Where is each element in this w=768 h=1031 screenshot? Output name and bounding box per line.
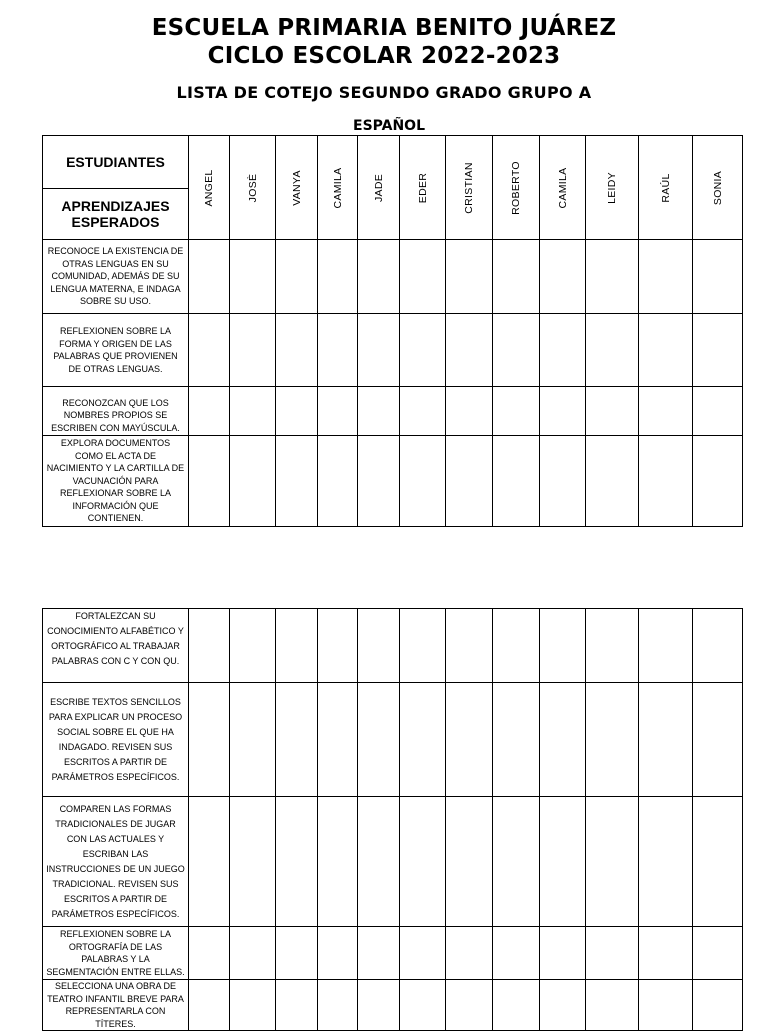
check-cell[interactable] xyxy=(586,240,639,314)
students-header: ESTUDIANTES xyxy=(43,136,189,189)
check-cell[interactable] xyxy=(693,609,743,683)
check-cell[interactable] xyxy=(586,927,639,980)
learning-outcome-cell: REFLEXIONEN SOBRE LA ORTOGRAFÍA DE LAS PALABRAS Y LA SEGMENTACIÓN ENTRE ELLAS. xyxy=(43,927,189,980)
check-cell[interactable] xyxy=(493,797,540,927)
checklist-table-page1 xyxy=(42,135,743,527)
student-column-header xyxy=(358,136,400,240)
check-cell[interactable] xyxy=(230,436,276,527)
check-cell[interactable] xyxy=(446,436,493,527)
table-row xyxy=(43,436,743,527)
check-cell[interactable] xyxy=(358,927,400,980)
check-cell[interactable] xyxy=(318,927,358,980)
student-column-header xyxy=(400,136,446,240)
check-cell[interactable] xyxy=(318,240,358,314)
learning-outcome-cell: FORTALEZCAN SU CONOCIMIENTO ALFABÉTICO Y ORTOGRÁFICO AL TRABAJAR PALABRAS CON C Y CON QU. xyxy=(43,609,189,683)
student-name: JADE xyxy=(372,173,385,202)
check-cell[interactable] xyxy=(693,927,743,980)
student-column-header xyxy=(639,136,693,240)
student-column-header xyxy=(276,136,318,240)
check-cell[interactable] xyxy=(639,436,693,527)
student-column-header xyxy=(586,136,639,240)
check-cell[interactable] xyxy=(540,797,586,927)
check-cell[interactable] xyxy=(318,609,358,683)
check-cell[interactable] xyxy=(189,797,230,927)
check-cell[interactable] xyxy=(189,436,230,527)
check-cell[interactable] xyxy=(693,436,743,527)
check-cell[interactable] xyxy=(276,980,318,1031)
student-name: ROBERTO xyxy=(510,160,522,215)
check-cell[interactable] xyxy=(189,927,230,980)
check-cell[interactable] xyxy=(400,927,446,980)
check-cell[interactable] xyxy=(358,980,400,1031)
student-column-header xyxy=(493,136,540,240)
check-cell[interactable] xyxy=(189,683,230,797)
check-cell[interactable] xyxy=(446,314,493,387)
check-cell[interactable] xyxy=(400,240,446,314)
table-row xyxy=(43,387,743,436)
check-cell[interactable] xyxy=(586,609,639,683)
check-cell[interactable] xyxy=(446,387,493,436)
check-cell[interactable] xyxy=(276,797,318,927)
check-cell[interactable] xyxy=(189,387,230,436)
check-cell[interactable] xyxy=(318,314,358,387)
checklist-table-page2 xyxy=(42,608,743,1031)
table-row xyxy=(43,314,743,387)
check-cell[interactable] xyxy=(358,240,400,314)
check-cell[interactable] xyxy=(276,609,318,683)
check-cell[interactable] xyxy=(693,387,743,436)
check-cell[interactable] xyxy=(230,980,276,1031)
student-name: SONIA xyxy=(711,170,724,205)
check-cell[interactable] xyxy=(276,683,318,797)
student-column-header xyxy=(446,136,493,240)
subject-heading: ESPAÑOL xyxy=(353,118,425,134)
check-cell[interactable] xyxy=(493,683,540,797)
check-cell[interactable] xyxy=(400,436,446,527)
student-column-header xyxy=(693,136,743,240)
check-cell[interactable] xyxy=(276,436,318,527)
check-cell[interactable] xyxy=(540,980,586,1031)
student-column-header xyxy=(189,136,230,240)
student-name: EDER xyxy=(416,172,429,203)
check-cell[interactable] xyxy=(358,797,400,927)
check-cell[interactable] xyxy=(693,797,743,927)
check-cell[interactable] xyxy=(693,240,743,314)
check-cell[interactable] xyxy=(639,683,693,797)
check-cell[interactable] xyxy=(318,387,358,436)
table-row xyxy=(43,797,743,927)
check-cell[interactable] xyxy=(446,683,493,797)
check-cell[interactable] xyxy=(230,797,276,927)
check-cell[interactable] xyxy=(639,797,693,927)
school-title: ESCUELA PRIMARIA BENITO JUÁREZ xyxy=(151,15,617,41)
learning-outcome-cell: COMPAREN LAS FORMAS TRADICIONALES DE JUGAR CON LAS ACTUALES Y ESCRIBAN LAS INSTRUCCIONES DE UN JUEGO TRADICIONAL. REVISEN SUS ESCRITOS A PARTIR DE PARÁMETROS ESPECÍFICOS. xyxy=(43,797,189,927)
learnings-header: APRENDIZAJES ESPERADOS xyxy=(43,189,189,240)
learning-outcome-cell: SELECCIONA UNA OBRA DE TEATRO INFANTIL BREVE PARA REPRESENTARLA CON TÍTERES. xyxy=(43,980,189,1031)
check-cell[interactable] xyxy=(189,240,230,314)
check-cell[interactable] xyxy=(230,609,276,683)
student-name: CAMILA xyxy=(556,167,569,208)
check-cell[interactable] xyxy=(693,314,743,387)
check-cell[interactable] xyxy=(358,609,400,683)
check-cell[interactable] xyxy=(540,436,586,527)
table-row xyxy=(43,240,743,314)
check-cell[interactable] xyxy=(358,314,400,387)
learning-outcome-cell: EXPLORA DOCUMENTOS COMO EL ACTA DE NACIMIENTO Y LA CARTILLA DE VACUNACIÓN PARA REFLEXIONAR SOBRE LA INFORMACIÓN QUE CONTIENEN. xyxy=(43,436,189,527)
check-cell[interactable] xyxy=(446,609,493,683)
check-cell[interactable] xyxy=(493,436,540,527)
check-cell[interactable] xyxy=(230,927,276,980)
check-cell[interactable] xyxy=(230,314,276,387)
check-cell[interactable] xyxy=(493,609,540,683)
table-row xyxy=(43,927,743,980)
check-cell[interactable] xyxy=(693,980,743,1031)
cycle-title: CICLO ESCOLAR 2022-2023 xyxy=(207,43,561,69)
check-cell[interactable] xyxy=(318,797,358,927)
check-cell[interactable] xyxy=(586,436,639,527)
check-cell[interactable] xyxy=(446,240,493,314)
check-cell[interactable] xyxy=(639,927,693,980)
check-cell[interactable] xyxy=(540,683,586,797)
check-cell[interactable] xyxy=(400,609,446,683)
check-cell[interactable] xyxy=(400,314,446,387)
check-cell[interactable] xyxy=(400,387,446,436)
learning-outcome-cell: REFLEXIONEN SOBRE LA FORMA Y ORIGEN DE LAS PALABRAS QUE PROVIENEN DE OTRAS LENGUAS. xyxy=(43,314,189,387)
table-row xyxy=(43,683,743,797)
check-cell[interactable] xyxy=(358,436,400,527)
student-column-header xyxy=(318,136,358,240)
check-cell[interactable] xyxy=(358,683,400,797)
check-cell[interactable] xyxy=(493,927,540,980)
check-cell[interactable] xyxy=(693,683,743,797)
check-cell[interactable] xyxy=(230,240,276,314)
check-cell[interactable] xyxy=(540,927,586,980)
check-cell[interactable] xyxy=(230,387,276,436)
check-cell[interactable] xyxy=(639,980,693,1031)
check-cell[interactable] xyxy=(400,980,446,1031)
check-cell[interactable] xyxy=(446,980,493,1031)
check-cell[interactable] xyxy=(586,387,639,436)
student-name: LEIDY xyxy=(606,171,618,204)
check-cell[interactable] xyxy=(586,683,639,797)
check-cell[interactable] xyxy=(446,797,493,927)
student-name: RAÚL xyxy=(659,172,672,203)
check-cell[interactable] xyxy=(493,314,540,387)
student-column-header xyxy=(540,136,586,240)
check-cell[interactable] xyxy=(276,240,318,314)
table-row xyxy=(43,609,743,683)
list-title: LISTA DE COTEJO SEGUNDO GRADO GRUPO A xyxy=(176,83,592,102)
check-cell[interactable] xyxy=(540,609,586,683)
check-cell[interactable] xyxy=(276,927,318,980)
check-cell[interactable] xyxy=(318,980,358,1031)
check-cell[interactable] xyxy=(639,240,693,314)
check-cell[interactable] xyxy=(358,387,400,436)
student-column-header xyxy=(230,136,276,240)
check-cell[interactable] xyxy=(639,387,693,436)
check-cell[interactable] xyxy=(400,683,446,797)
check-cell[interactable] xyxy=(230,683,276,797)
student-name: CRISTIAN xyxy=(463,161,475,214)
check-cell[interactable] xyxy=(318,683,358,797)
check-cell[interactable] xyxy=(586,314,639,387)
check-cell[interactable] xyxy=(493,240,540,314)
check-cell[interactable] xyxy=(639,609,693,683)
check-cell[interactable] xyxy=(540,240,586,314)
check-cell[interactable] xyxy=(400,797,446,927)
check-cell[interactable] xyxy=(276,314,318,387)
check-cell[interactable] xyxy=(586,797,639,927)
student-name: CAMILA xyxy=(331,167,344,208)
student-name: JOSÈ xyxy=(246,173,259,202)
check-cell[interactable] xyxy=(276,387,318,436)
check-cell[interactable] xyxy=(493,387,540,436)
check-cell[interactable] xyxy=(639,314,693,387)
check-cell[interactable] xyxy=(446,927,493,980)
check-cell[interactable] xyxy=(318,436,358,527)
check-cell[interactable] xyxy=(493,980,540,1031)
check-cell[interactable] xyxy=(189,314,230,387)
student-name: ANGEL xyxy=(203,168,215,207)
check-cell[interactable] xyxy=(586,980,639,1031)
learning-outcome-cell: RECONOCE LA EXISTENCIA DE OTRAS LENGUAS EN SU COMUNIDAD, ADEMÁS DE SU LENGUA MATERNA, E INDAGA SOBRE SU USO. xyxy=(43,240,189,314)
check-cell[interactable] xyxy=(540,314,586,387)
check-cell[interactable] xyxy=(189,609,230,683)
student-name: VANYA xyxy=(290,169,303,206)
check-cell[interactable] xyxy=(189,980,230,1031)
check-cell[interactable] xyxy=(540,387,586,436)
table-row xyxy=(43,980,743,1031)
learning-outcome-cell: ESCRIBE TEXTOS SENCILLOS PARA EXPLICAR UN PROCESO SOCIAL SOBRE EL QUE HA INDAGADO. REVISEN SUS ESCRITOS A PARTIR DE PARÁMETROS ESPECÍFICOS. xyxy=(43,683,189,797)
learning-outcome-cell: RECONOZCAN QUE LOS NOMBRES PROPIOS SE ESCRIBEN CON MAYÚSCULA. xyxy=(43,387,189,436)
